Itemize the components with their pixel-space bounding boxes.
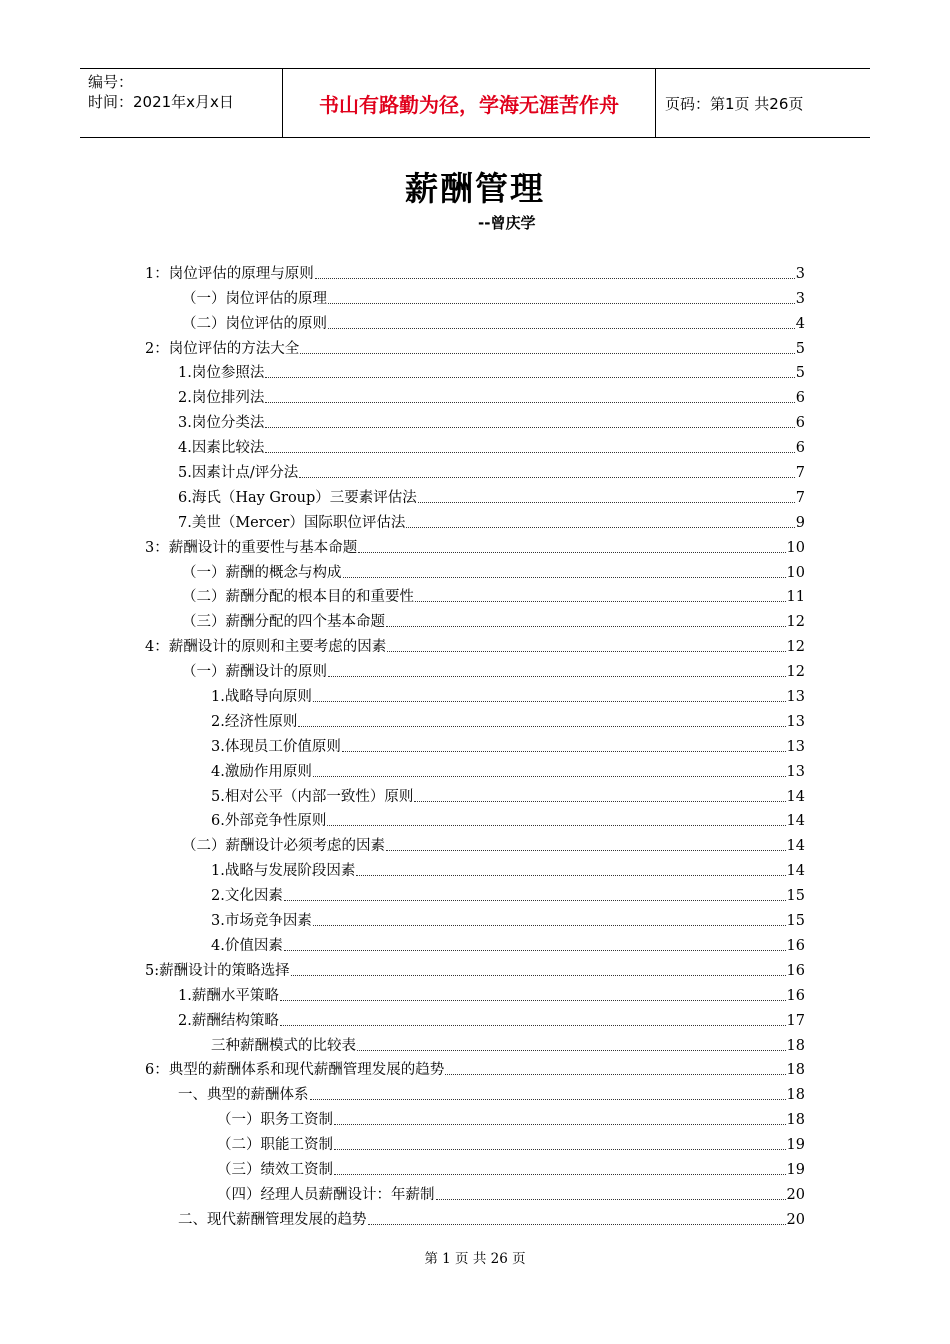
toc-leader-dots	[313, 924, 786, 926]
toc-leader-dots	[386, 849, 786, 851]
toc-entry-page: 18	[786, 1037, 805, 1054]
toc-leader-dots	[298, 725, 785, 727]
toc-entry-page: 19	[786, 1161, 805, 1178]
toc-entry-label: 1.岗位参照法	[178, 365, 265, 382]
toc-entry-label: 6：典型的薪酬体系和现代薪酬管理发展的趋势	[145, 1062, 445, 1079]
toc-entry-label: 2.文化因素	[211, 888, 283, 905]
toc-leader-dots	[284, 949, 786, 951]
toc-entry[interactable]	[145, 482, 805, 507]
toc-entry-page: 12	[786, 614, 805, 631]
toc-entry-page: 18	[786, 1112, 805, 1129]
toc-entry-label: 1.战略导向原则	[211, 689, 312, 706]
toc-leader-dots	[310, 1098, 786, 1100]
toc-entry[interactable]	[145, 930, 805, 955]
toc-leader-dots	[414, 800, 785, 802]
toc-leader-dots	[328, 302, 795, 304]
toc-entry-page: 4	[795, 315, 805, 332]
toc-entry-page: 20	[786, 1211, 805, 1228]
toc-leader-dots	[328, 327, 795, 329]
toc-entry-label: 2：岗位评估的方法大全	[145, 340, 300, 357]
toc-entry-label: 2.薪酬结构策略	[178, 1012, 279, 1029]
toc-entry[interactable]	[145, 308, 805, 333]
toc-entry-page: 20	[786, 1186, 805, 1203]
toc-entry[interactable]	[145, 880, 805, 905]
toc-entry[interactable]	[145, 855, 805, 880]
toc-entry-label: （一）岗位评估的原理	[182, 290, 327, 307]
toc-entry-label: （二）岗位评估的原则	[182, 315, 327, 332]
header-motto-cell	[282, 69, 656, 137]
toc-entry[interactable]	[145, 606, 805, 631]
toc-leader-dots	[356, 874, 785, 876]
toc-entry-page: 14	[786, 813, 805, 830]
toc-leader-dots	[358, 551, 785, 553]
toc-entry-page: 16	[786, 987, 805, 1004]
toc-entry-label: （一）薪酬的概念与构成	[182, 564, 342, 581]
toc-entry-page: 5	[795, 365, 805, 382]
toc-entry-label: 7.美世（Mercer）国际职位评估法	[178, 514, 406, 531]
toc-leader-dots	[342, 750, 786, 752]
toc-entry-page: 5	[795, 340, 805, 357]
toc-entry-label: 2.岗位排列法	[178, 390, 265, 407]
toc-entry[interactable]	[145, 532, 805, 557]
toc-entry-label: 二、现代薪酬管理发展的趋势	[178, 1211, 367, 1228]
page-header	[80, 68, 870, 138]
toc-leader-dots	[280, 999, 786, 1001]
toc-leader-dots	[334, 1148, 786, 1150]
document-title: 薪酬管理	[405, 169, 545, 208]
toc-entry-page: 12	[786, 664, 805, 681]
toc-entry[interactable]	[145, 1055, 805, 1080]
toc-entry[interactable]	[145, 955, 805, 980]
toc-entry-label: （二）薪酬设计必须考虑的因素	[182, 838, 385, 855]
toc-leader-dots	[280, 1024, 786, 1026]
toc-entry[interactable]	[145, 507, 805, 532]
toc-entry-label: 3.市场竞争因素	[211, 913, 312, 930]
motto-text: 书山有路勤为径，学海无涯苦作舟	[319, 92, 619, 117]
toc-entry-page: 7	[795, 465, 805, 482]
toc-entry-label: （四）经理人员薪酬设计：年薪制	[217, 1186, 435, 1203]
toc-leader-dots	[334, 1123, 786, 1125]
toc-entry[interactable]	[145, 382, 805, 407]
toc-entry[interactable]	[145, 631, 805, 656]
toc-entry-page: 14	[786, 788, 805, 805]
toc-entry[interactable]	[145, 1005, 805, 1030]
toc-leader-dots	[436, 1198, 786, 1200]
toc-entry-page: 6	[795, 440, 805, 457]
toc-entry-page: 12	[786, 639, 805, 656]
toc-entry-label: （一）薪酬设计的原则	[182, 664, 327, 681]
toc-entry-label: 1.薪酬水平策略	[178, 987, 279, 1004]
toc-entry-page: 18	[786, 1087, 805, 1104]
toc-entry[interactable]	[145, 980, 805, 1005]
toc-entry[interactable]	[145, 830, 805, 855]
toc-entry[interactable]	[145, 582, 805, 607]
toc-entry[interactable]	[145, 781, 805, 806]
toc-leader-dots	[387, 650, 785, 652]
toc-leader-dots	[284, 899, 786, 901]
toc-entry-page: 17	[786, 1012, 805, 1029]
toc-leader-dots	[386, 625, 786, 627]
toc-entry-page: 6	[795, 390, 805, 407]
toc-entry-page: 6	[795, 415, 805, 432]
page-footer: 第 1 页 共 26 页	[424, 1251, 526, 1267]
toc-entry-page: 13	[786, 713, 805, 730]
toc-entry[interactable]	[145, 407, 805, 432]
toc-entry-label: 5:薪酬设计的策略选择	[145, 962, 290, 979]
toc-entry-label: 5.相对公平（内部一致性）原则	[211, 788, 414, 805]
toc-entry-label: 2.经济性原则	[211, 713, 298, 730]
toc-entry[interactable]	[145, 1204, 805, 1229]
toc-entry-label: 3：薪酬设计的重要性与基本命题	[145, 539, 358, 556]
toc-entry-label: 4.因素比较法	[178, 440, 265, 457]
toc-entry-label: 4.价值因素	[211, 937, 283, 954]
header-info-cell	[80, 69, 282, 137]
toc-entry-page: 11	[786, 589, 805, 606]
toc-entry-page: 18	[786, 1062, 805, 1079]
toc-leader-dots	[265, 451, 794, 453]
toc-entry-label: （三）绩效工资制	[217, 1161, 333, 1178]
toc-entry[interactable]	[145, 905, 805, 930]
toc-entry-label: 6.海氏（Hay Group）三要素评估法	[178, 489, 417, 506]
toc-entry[interactable]	[145, 1030, 805, 1055]
toc-entry-page: 3	[795, 265, 805, 282]
toc-entry-page: 19	[786, 1137, 805, 1154]
toc-entry[interactable]	[145, 806, 805, 831]
toc-entry[interactable]	[145, 656, 805, 681]
toc-entry-label: 1.战略与发展阶段因素	[211, 863, 356, 880]
toc-leader-dots	[328, 675, 786, 677]
toc-entry-page: 10	[786, 564, 805, 581]
toc-entry-label: （二）薪酬分配的根本目的和重要性	[182, 589, 414, 606]
toc-entry[interactable]	[145, 1129, 805, 1154]
toc-entry-label: 6.外部竞争性原则	[211, 813, 327, 830]
toc-entry[interactable]	[145, 358, 805, 383]
toc-entry[interactable]	[145, 283, 805, 308]
toc-entry[interactable]	[145, 1079, 805, 1104]
toc-leader-dots	[299, 476, 795, 478]
toc-leader-dots	[343, 576, 786, 578]
toc-entry-label: 1：岗位评估的原理与原则	[145, 265, 314, 282]
toc-leader-dots	[313, 775, 786, 777]
toc-entry[interactable]	[145, 731, 805, 756]
toc-entry-page: 13	[786, 689, 805, 706]
toc-leader-dots	[291, 974, 786, 976]
toc-entry-label: （一）职务工资制	[217, 1112, 333, 1129]
toc-entry[interactable]	[145, 1104, 805, 1129]
toc-entry-label: 4.激励作用原则	[211, 763, 312, 780]
toc-entry-label: 一、典型的薪酬体系	[178, 1087, 309, 1104]
toc-entry-page: 14	[786, 863, 805, 880]
document-author: --曾庆学	[478, 214, 536, 232]
toc-entry-page: 7	[795, 489, 805, 506]
toc-leader-dots	[415, 600, 786, 602]
toc-entry-page: 13	[786, 738, 805, 755]
document-date-label: 时间：2021年x月x日	[88, 93, 234, 111]
toc-entry-page: 15	[786, 913, 805, 930]
toc-entry[interactable]	[145, 681, 805, 706]
toc-leader-dots	[327, 824, 785, 826]
toc-leader-dots	[300, 352, 795, 354]
toc-entry-page: 16	[786, 962, 805, 979]
toc-entry[interactable]	[145, 333, 805, 358]
toc-leader-dots	[406, 526, 794, 528]
toc-entry-page: 9	[795, 514, 805, 531]
toc-entry-page: 13	[786, 763, 805, 780]
toc-entry[interactable]	[145, 432, 805, 457]
document-number-label: 编号：	[88, 73, 134, 91]
toc-entry[interactable]	[145, 258, 805, 283]
toc-entry-page: 10	[786, 539, 805, 556]
toc-entry[interactable]	[145, 706, 805, 731]
toc-entry[interactable]	[145, 1154, 805, 1179]
toc-leader-dots	[265, 401, 794, 403]
toc-leader-dots	[265, 426, 794, 428]
toc-leader-dots	[445, 1073, 785, 1075]
toc-leader-dots	[265, 376, 794, 378]
toc-leader-dots	[334, 1173, 786, 1175]
toc-entry-label: （三）薪酬分配的四个基本命题	[182, 614, 385, 631]
toc-leader-dots	[315, 277, 795, 279]
toc-entry-page: 14	[786, 838, 805, 855]
toc-entry[interactable]	[145, 557, 805, 582]
toc-entry-page: 3	[795, 290, 805, 307]
toc-leader-dots	[418, 501, 795, 503]
toc-entry[interactable]	[145, 457, 805, 482]
toc-entry-label: 4：薪酬设计的原则和主要考虑的因素	[145, 639, 387, 656]
toc-entry-label: 3.体现员工价值原则	[211, 738, 341, 755]
table-of-contents	[145, 258, 805, 1229]
toc-entry-label: 5.因素计点/评分法	[178, 465, 299, 482]
toc-entry-page: 16	[786, 937, 805, 954]
toc-entry[interactable]	[145, 1179, 805, 1204]
toc-leader-dots	[313, 700, 786, 702]
toc-entry-label: （二）职能工资制	[217, 1137, 333, 1154]
toc-entry[interactable]	[145, 756, 805, 781]
toc-leader-dots	[368, 1223, 786, 1225]
toc-entry-label: 三种薪酬模式的比较表	[211, 1037, 356, 1054]
toc-leader-dots	[357, 1049, 786, 1051]
toc-entry-label: 3.岗位分类法	[178, 415, 265, 432]
toc-entry-page: 15	[786, 888, 805, 905]
header-page-number: 页码：第1页 共26页	[665, 94, 804, 113]
header-page-cell	[655, 69, 870, 137]
